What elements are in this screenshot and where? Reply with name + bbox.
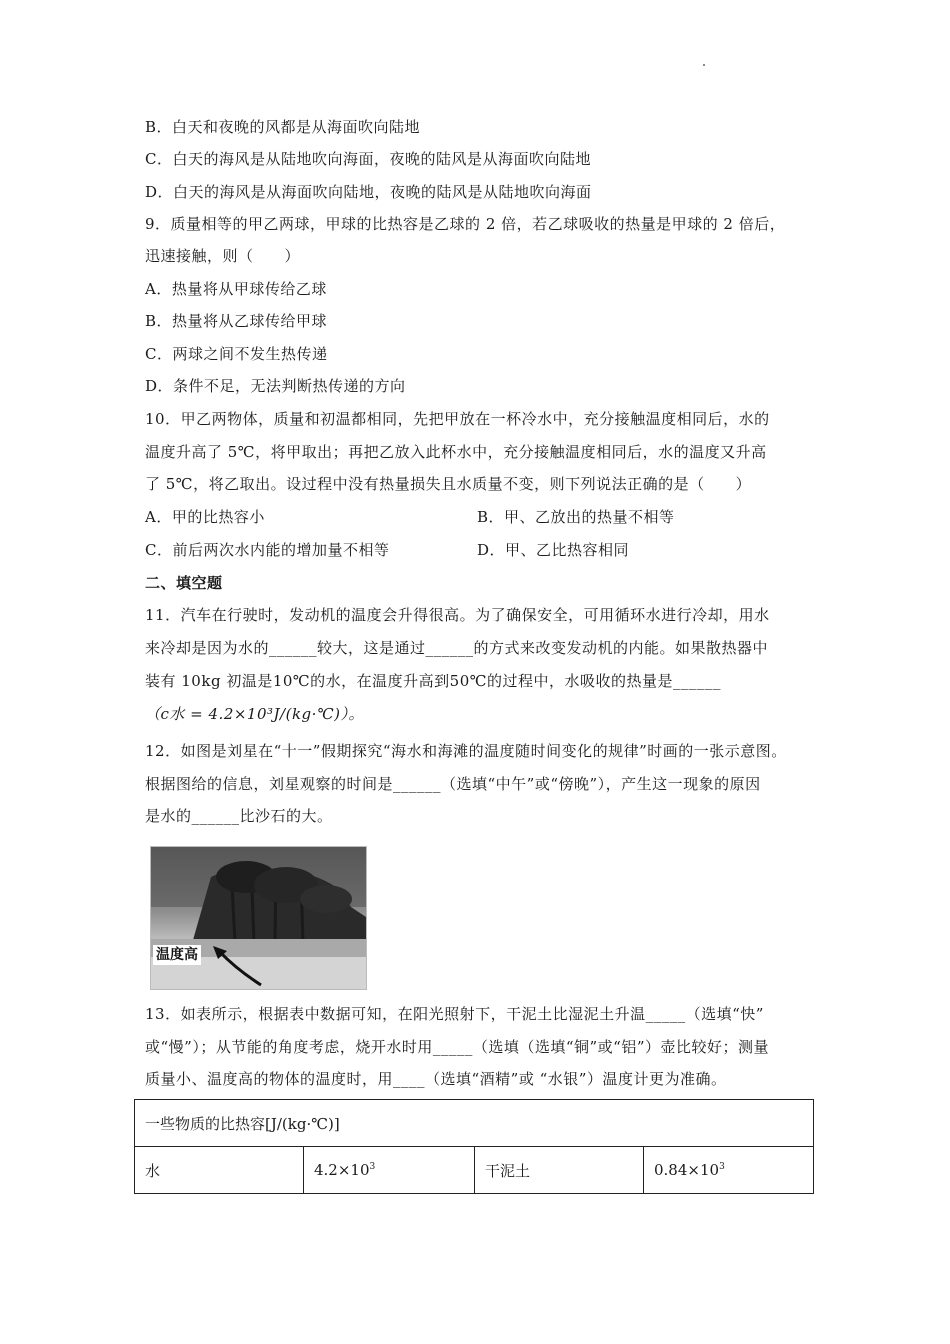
table-row bbox=[135, 1100, 814, 1147]
table-cell-value bbox=[304, 1147, 475, 1194]
q11-stem-line2: 来冷却是因为水的______较大，这是通过______的方式来改变发动机的内能。如果散热器中 bbox=[145, 639, 769, 657]
value-mantissa: 4.2×10 bbox=[314, 1161, 370, 1179]
q13-stem-line1: 13．如表所示，根据表中数据可知，在阳光照射下，干泥土比湿泥土升温_____（选填“快” bbox=[145, 1005, 764, 1023]
q9-option-a: A．热量将从甲球传给乙球 bbox=[145, 280, 327, 298]
q9-stem-line1: 9．质量相等的甲乙两球，甲球的比热容是乙球的 2 倍，若乙球吸收的热量是甲球的 2 倍后， bbox=[145, 215, 786, 233]
q9-option-c: C．两球之间不发生热传递 bbox=[145, 345, 328, 363]
table-cell-value bbox=[644, 1147, 814, 1194]
q10-option-c: C．前后两次水内能的增加量不相等 bbox=[145, 541, 390, 559]
q11-formula: （c水 = 4.2×10³J/(kg·℃)）。 bbox=[145, 705, 365, 723]
specific-heat-table bbox=[134, 1099, 814, 1194]
q10-stem-line2: 温度升高了 5℃，将甲取出；再把乙放入此杯水中，充分接触温度相同后，水的温度又升高 bbox=[145, 443, 767, 461]
section-heading-fill-blank: 二、填空题 bbox=[145, 574, 223, 592]
q12-stem-line1: 12．如图是刘星在“十一”假期探究“海水和海滩的温度随时间变化的规律”时画的一张示意图。 bbox=[145, 742, 787, 760]
q10-stem-line1: 10．甲乙两物体，质量和初温都相同，先把甲放在一杯冷水中，充分接触温度相同后，水的 bbox=[145, 410, 770, 428]
q9-stem-line2: 迅速接触，则（ ） bbox=[145, 247, 301, 265]
q9-option-b: B．热量将从乙球传给甲球 bbox=[145, 312, 328, 330]
q13-stem-line3: 质量小、温度高的物体的温度时，用____（选填“酒精”或 “水银”）温度计更为准确。 bbox=[145, 1070, 727, 1088]
q10-option-d: D．甲、乙比热容相同 bbox=[477, 541, 630, 559]
q13-stem-line2: 或“慢”）；从节能的角度考虑，烧开水时用_____（选填（选填“铜”或“铝”）壶比较好；测量 bbox=[145, 1038, 770, 1056]
q10-stem-line3: 了 5℃，将乙取出。设过程中没有热量损失且水质量不变，则下列说法正确的是（ ） bbox=[145, 475, 752, 493]
q11-stem-line3: 装有 10kg 初温是10℃的水，在温度升高到50℃的过程中，水吸收的热量是______ bbox=[145, 672, 722, 690]
page-dot bbox=[703, 64, 705, 66]
table-header-cell: 一些物质的比热容[J/(kg·℃)] bbox=[135, 1100, 814, 1147]
value-exponent: 3 bbox=[369, 1162, 376, 1172]
q12-stem-line3: 是水的______比沙石的大。 bbox=[145, 807, 333, 825]
table-cell-substance: 水 bbox=[135, 1147, 304, 1194]
beach-scene-graphic bbox=[151, 847, 366, 989]
beach-photo bbox=[150, 846, 367, 990]
table-row bbox=[135, 1147, 814, 1194]
photo-label-high-temp: 温度高 bbox=[153, 945, 201, 965]
value-mantissa: 0.84×10 bbox=[654, 1161, 720, 1179]
q9-option-d: D．条件不足，无法判断热传递的方向 bbox=[145, 377, 406, 395]
value-exponent: 3 bbox=[719, 1162, 725, 1172]
q8-option-b: B．白天和夜晚的风都是从海面吹向陆地 bbox=[145, 118, 421, 136]
table-cell-substance: 干泥土 bbox=[475, 1147, 644, 1194]
q11-stem-line1: 11．汽车在行驶时，发动机的温度会升得很高。为了确保安全，可用循环水进行冷却，用水 bbox=[145, 606, 770, 624]
q10-option-a: A．甲的比热容小 bbox=[145, 508, 265, 526]
q8-option-d: D．白天的海风是从海面吹向陆地，夜晚的陆风是从陆地吹向海面 bbox=[145, 183, 592, 201]
q8-option-c: C．白天的海风是从陆地吹向海面，夜晚的陆风是从海面吹向陆地 bbox=[145, 150, 591, 168]
q10-option-b: B．甲、乙放出的热量不相等 bbox=[477, 508, 675, 526]
q12-stem-line2: 根据图给的信息，刘星观察的时间是______（选填“中午”或“傍晚”），产生这一现象的原因 bbox=[145, 775, 761, 793]
